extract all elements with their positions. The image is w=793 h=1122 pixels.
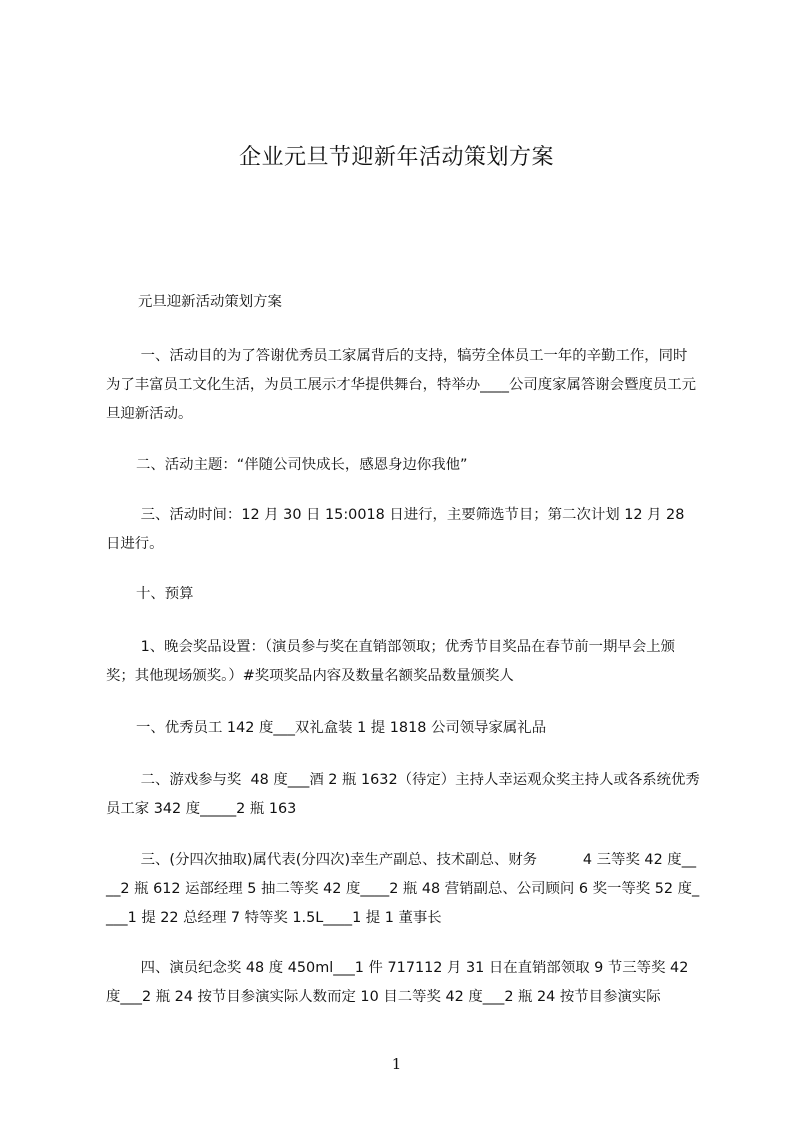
paragraph-prize-2: 二、游戏参与奖 48 度___酒 2 瓶 1632（待定）主持人幸运观众奖主持人或各系统优秀员工家 342 度_____2 瓶 163 xyxy=(106,772,700,817)
paragraph-theme: 二、活动主题：“伴随公司快成长，感恩身边你我他” xyxy=(136,457,468,473)
paragraph-budget-heading: 十、预算 xyxy=(136,586,194,602)
paragraph-prize-4: 四、演员纪念奖 48 度 450ml___1 件 717112 月 31 日在直销部领取 9 节三等奖 42 度___2 瓶 24 按节目参演实际人数而定 10 目二等奖 42 度___2 瓶 24 按节目参演实际 xyxy=(106,960,693,1005)
paragraph-prize-3: 三、(分四次抽取)属代表(分四次)幸生产副总、技术副总、财务 4 三等奖 42 度____2 瓶 612 运部经理 5 抽二等奖 42 度____2 瓶 48 营销副总、公司顾问 6 奖一等奖 52 度____1 提 22 总经理 7 特等奖 1.5L____1 提 1 董事长 xyxy=(106,852,700,926)
section-heading: 元旦迎新活动策划方案 xyxy=(138,294,282,310)
paragraph-prize-setup: 1、晚会奖品设置：（演员参与奖在直销部领取；优秀节目奖品在春节前一期早会上颁奖；其他现场颁奖。）#奖项奖品内容及数量名额奖品数量颁奖人 xyxy=(106,639,675,684)
page-number: 1 xyxy=(391,1055,402,1073)
document-title: 企业元旦节迎新年活动策划方案 xyxy=(238,145,554,170)
paragraph-time: 三、活动时间：12 月 30 日 15:0018 日进行，主要筛选节目；第二次计划 12 月 28 日进行。 xyxy=(106,507,689,552)
paragraph-prize-1: 一、优秀员工 142 度___双礼盒装 1 提 1818 公司领导家属礼品 xyxy=(136,720,547,736)
paragraph-purpose: 一、活动目的为了答谢优秀员工家属背后的支持，犒劳全体员工一年的辛勤工作，同时为了丰富员工文化生活，为员工展示才华提供舞台，特举办____公司度家属答谢会暨度员工元旦迎新活动。 xyxy=(106,348,697,422)
